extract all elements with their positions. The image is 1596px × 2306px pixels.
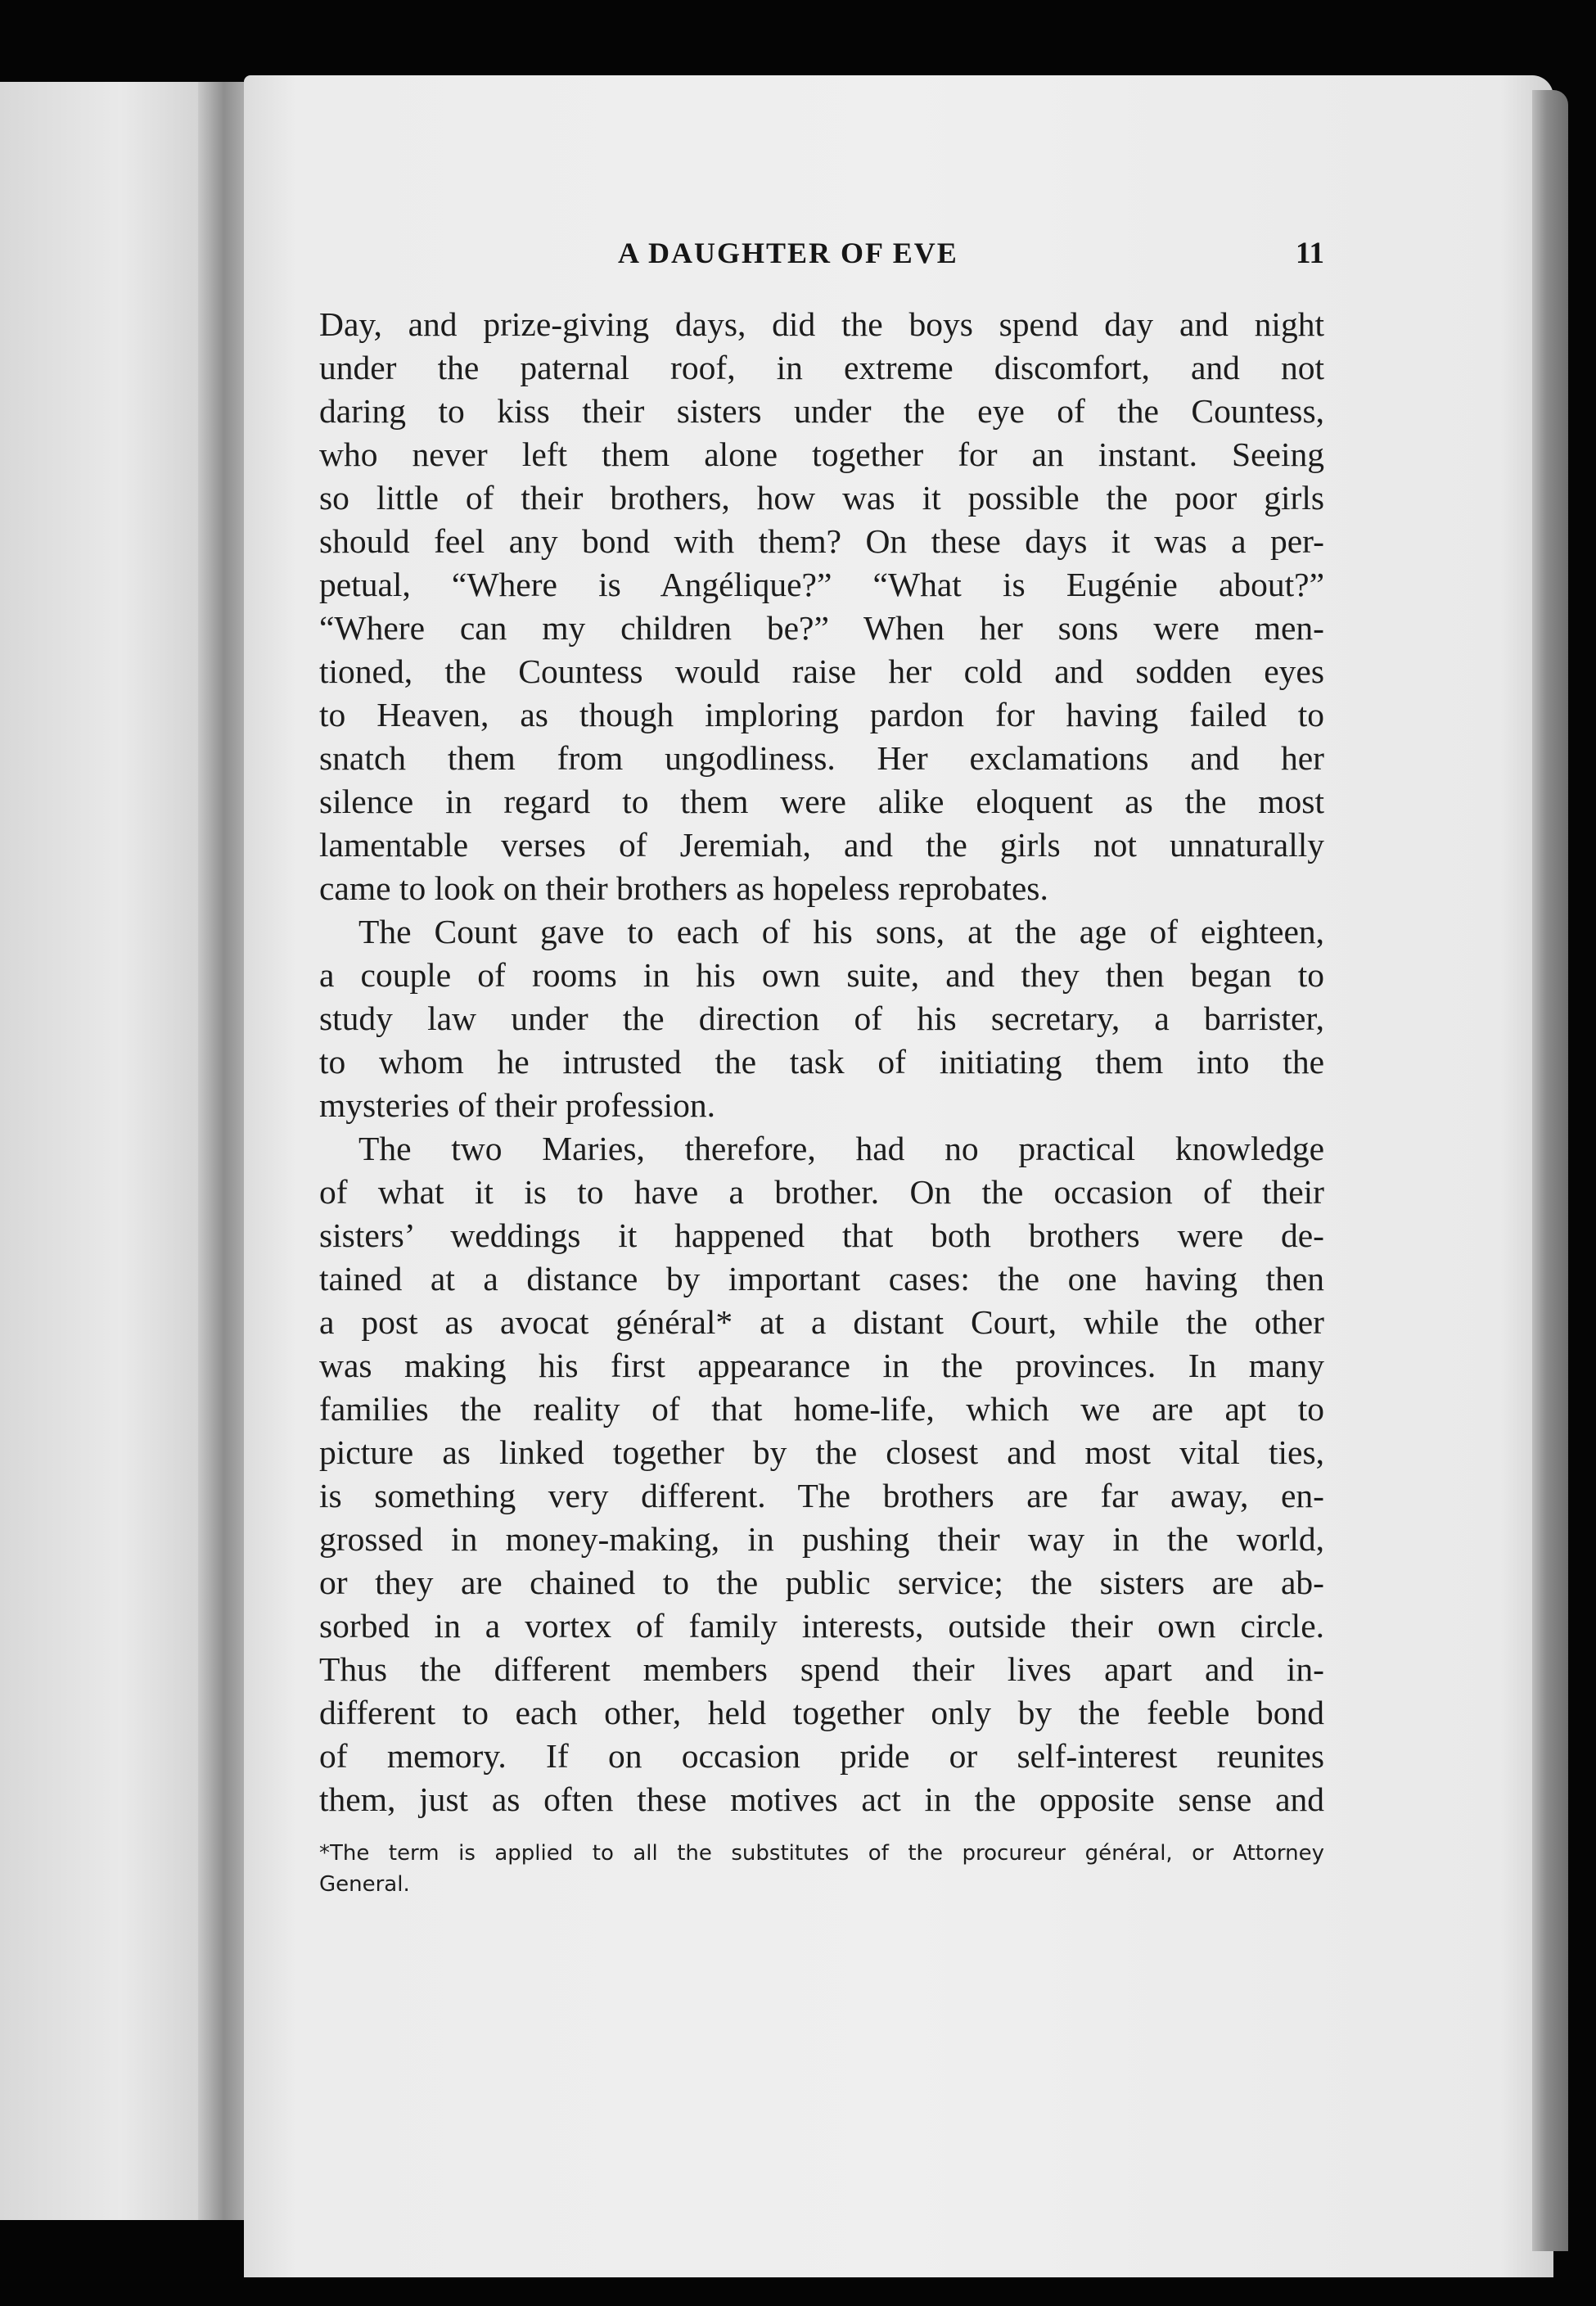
page-edge (1532, 90, 1568, 2251)
text-line: of memory. If on occasion pride or self-interest reunites (319, 1737, 1324, 1775)
text-line: snatch them from ungodliness. Her exclamations and her (319, 739, 1324, 777)
text-line: mysteries of their profession. (319, 1086, 716, 1124)
footnote-line: *The term is applied to all the substitutes of the procureur général, or Attorney (319, 1841, 1324, 1866)
running-head (319, 236, 1324, 280)
text-line: tioned, the Countess would raise her cold and sodden eyes (319, 652, 1324, 690)
previous-page (0, 82, 219, 2220)
text-line: Day, and prize-giving days, did the boys spend day and night (319, 305, 1324, 343)
text-line: should feel any bond with them? On these days it was a per- (319, 522, 1324, 560)
text-line: a couple of rooms in his own suite, and they then began to (319, 956, 1324, 994)
running-title: A DAUGHTER OF EVE (618, 237, 958, 269)
text-line: came to look on their brothers as hopeless reprobates. (319, 869, 1048, 907)
text-line: or they are chained to the public service; the sisters are ab- (319, 1564, 1324, 1601)
body-text (319, 303, 1324, 1821)
footnote (319, 1838, 1324, 1900)
text-line: The two Maries, therefore, had no practical knowledge (358, 1130, 1324, 1167)
text-line: petual, “Where is Angélique?” “What is Eugénie about?” (319, 566, 1324, 603)
text-line: sorbed in a vortex of family interests, outside their own circle. (319, 1607, 1324, 1645)
text-line: silence in regard to them were alike eloquent as the most (319, 783, 1324, 820)
text-line: tained at a distance by important cases: the one having then (319, 1260, 1324, 1297)
text-line: Thus the different members spend their lives apart and in- (319, 1650, 1324, 1688)
footnote-line: General. (319, 1872, 410, 1897)
text-line: to whom he intrusted the task of initiating them into the (319, 1043, 1324, 1081)
text-line: them, just as often these motives act in the opposite sense and (319, 1780, 1324, 1818)
text-line: sisters’ weddings it happened that both brothers were de- (319, 1216, 1324, 1254)
text-line: The Count gave to each of his sons, at the age of eighteen, (358, 913, 1324, 950)
text-line: daring to kiss their sisters under the eye of the Countess, (319, 392, 1324, 430)
page-number: 11 (1296, 237, 1324, 270)
text-line: is something very different. The brothers are far away, en- (319, 1477, 1324, 1514)
text-line: who never left them alone together for an instant. Seeing (319, 435, 1324, 473)
text-line: under the paternal roof, in extreme discomfort, and not (319, 349, 1324, 386)
text-line: to Heaven, as though imploring pardon for having failed to (319, 696, 1324, 733)
text-line: “Where can my children be?” When her sons were men- (319, 609, 1324, 647)
text-line: lamentable verses of Jeremiah, and the girls not unnaturally (319, 826, 1324, 864)
text-line: grossed in money-making, in pushing their way in the world, (319, 1520, 1324, 1558)
text-line: families the reality of that home-life, which we are apt to (319, 1390, 1324, 1428)
text-line: was making his first appearance in the provinces. In many (319, 1347, 1324, 1384)
text-line: of what it is to have a brother. On the occasion of their (319, 1173, 1324, 1211)
text-line: study law under the direction of his secretary, a barrister, (319, 1000, 1324, 1037)
text-line: different to each other, held together only by the feeble bond (319, 1694, 1324, 1731)
text-line: so little of their brothers, how was it possible the poor girls (319, 479, 1324, 517)
text-line: a post as avocat général* at a distant Court, while the other (319, 1303, 1324, 1341)
text-line: picture as linked together by the closest and most vital ties, (319, 1433, 1324, 1471)
